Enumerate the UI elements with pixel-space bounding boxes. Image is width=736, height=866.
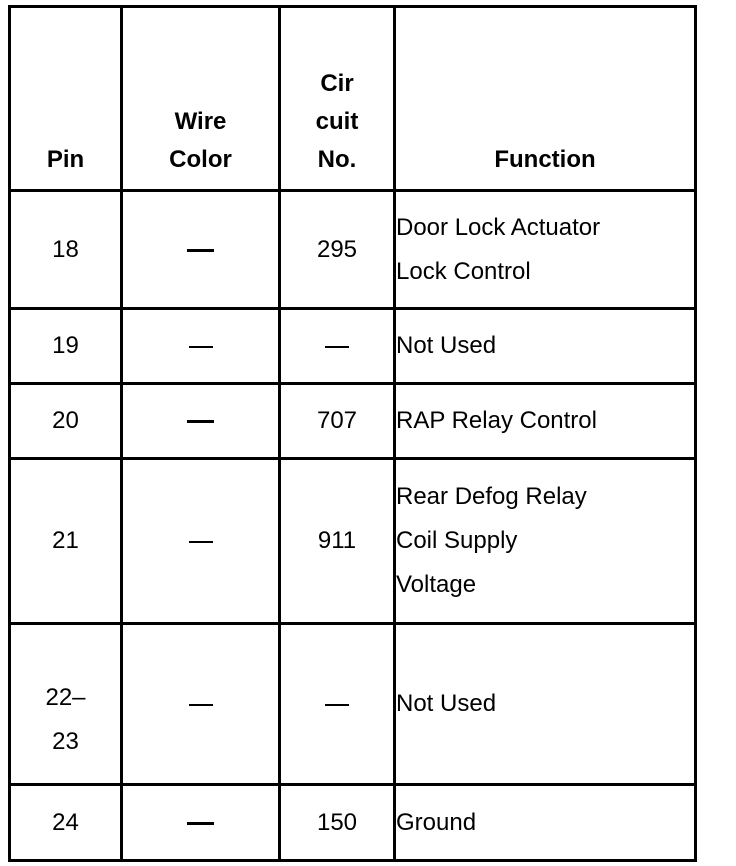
header-function: Function: [395, 7, 696, 191]
wire-color-cell: [122, 309, 280, 384]
pin-cell: 20: [10, 384, 122, 459]
header-pin: Pin: [10, 7, 122, 191]
header-row: [10, 7, 696, 191]
circuit-dash: [325, 704, 349, 706]
table-row: [10, 309, 696, 384]
wire-color-cell: [122, 191, 280, 309]
wire-color-dash: [189, 704, 213, 706]
wire-color-dash: [187, 822, 214, 825]
table-row: [10, 384, 696, 459]
pin-cell: 24: [10, 785, 122, 861]
function-cell: RAP Relay Control: [395, 384, 696, 459]
header-circuit-no: Cir cuit No.: [280, 7, 395, 191]
pin-cell: 18: [10, 191, 122, 309]
wire-color-dash: [187, 249, 214, 252]
circuit-cell: 150: [280, 785, 395, 861]
function-cell: Ground: [395, 785, 696, 861]
wire-color-cell: [122, 785, 280, 861]
circuit-cell: 707: [280, 384, 395, 459]
pin-cell: 22– 23: [10, 624, 122, 785]
pin-cell: 19: [10, 309, 122, 384]
pinout-table: [8, 5, 697, 862]
circuit-cell: 911: [280, 459, 395, 624]
table-row: [10, 459, 696, 624]
pin-cell: 21: [10, 459, 122, 624]
wire-color-cell: [122, 459, 280, 624]
circuit-cell: [280, 309, 395, 384]
header-wire-color: Wire Color: [122, 7, 280, 191]
function-cell: Not Used: [395, 624, 696, 785]
wire-color-dash: [189, 346, 213, 348]
table-row: [10, 191, 696, 309]
table-row: [10, 624, 696, 785]
function-cell: Not Used: [395, 309, 696, 384]
circuit-dash: [325, 346, 349, 348]
function-cell: Door Lock Actuator Lock Control: [395, 191, 696, 309]
wire-color-cell: [122, 624, 280, 785]
wire-color-dash: [187, 420, 214, 423]
wire-color-dash: [189, 541, 213, 543]
table-row: [10, 785, 696, 861]
function-cell: Rear Defog Relay Coil Supply Voltage: [395, 459, 696, 624]
wire-color-cell: [122, 384, 280, 459]
circuit-cell: 295: [280, 191, 395, 309]
circuit-cell: [280, 624, 395, 785]
